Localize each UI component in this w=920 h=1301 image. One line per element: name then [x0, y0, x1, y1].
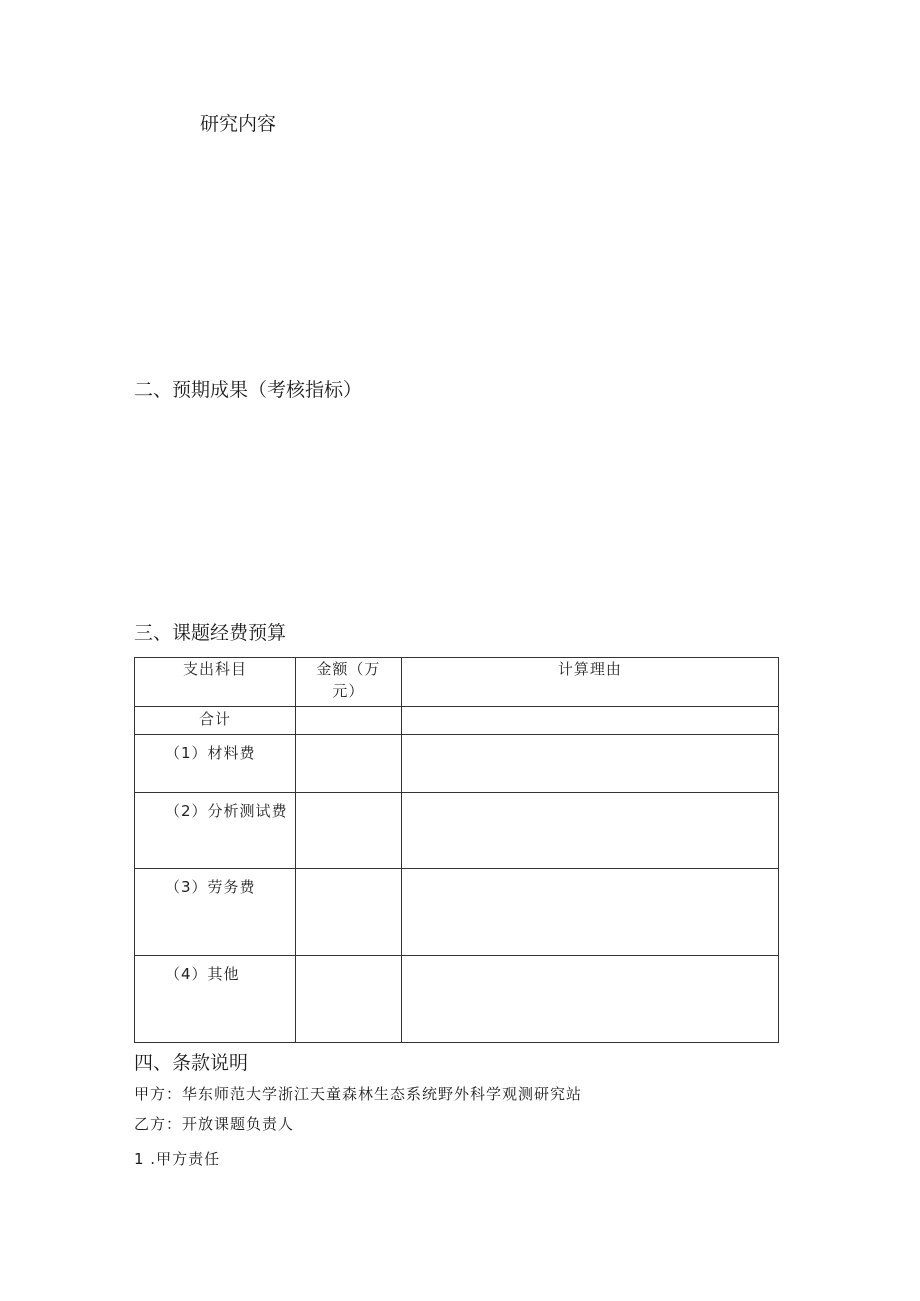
row-amount-cell[interactable] [295, 735, 401, 793]
row-reason-cell[interactable] [401, 793, 778, 869]
row-item-total: 合计 [198, 710, 231, 728]
row-item-analysis: （2）分析测试费 [165, 802, 288, 820]
row-reason-cell[interactable] [401, 735, 778, 793]
header-item: 支出科目 [182, 660, 247, 678]
row-item-cell [135, 735, 296, 793]
party-a-line: 甲方：华东师范大学浙江天童森林生态系统野外科学观测研究站 [134, 1085, 583, 1103]
table-row [135, 956, 779, 1043]
header-reason-cell [401, 658, 778, 707]
row-amount-cell[interactable] [295, 793, 401, 869]
terms-heading: 四、条款说明 [134, 1052, 249, 1074]
table-row [135, 707, 779, 735]
table-row [135, 869, 779, 956]
row-item-cell [135, 793, 296, 869]
header-item-cell [135, 658, 296, 707]
expected-results-heading: 二、预期成果（考核指标） [134, 379, 363, 401]
row-reason-cell[interactable] [401, 869, 778, 956]
row-reason-cell[interactable] [401, 956, 778, 1043]
row-amount-cell[interactable] [295, 956, 401, 1043]
table-row [135, 735, 779, 793]
header-amount-cell [295, 658, 401, 707]
budget-table [134, 657, 779, 1043]
header-amount: 金额（万元） [316, 660, 381, 700]
budget-heading: 三、课题经费预算 [134, 622, 287, 644]
row-item-other: （4）其他 [165, 965, 240, 983]
header-reason: 计算理由 [557, 660, 622, 678]
row-amount-cell[interactable] [295, 707, 401, 735]
table-row [135, 793, 779, 869]
row-amount-cell[interactable] [295, 869, 401, 956]
research-content-heading: 研究内容 [200, 113, 277, 135]
row-item-cell [135, 707, 296, 735]
row-item-cell [135, 869, 296, 956]
row-reason-cell[interactable] [401, 707, 778, 735]
row-item-cell [135, 956, 296, 1043]
row-item-materials: （1）材料费 [165, 744, 256, 762]
party-b-line: 乙方：开放课题负责人 [134, 1115, 295, 1133]
item-1-line: 1 .甲方责任 [134, 1150, 221, 1168]
row-item-labor: （3）劳务费 [165, 878, 256, 896]
table-header-row [135, 658, 779, 707]
